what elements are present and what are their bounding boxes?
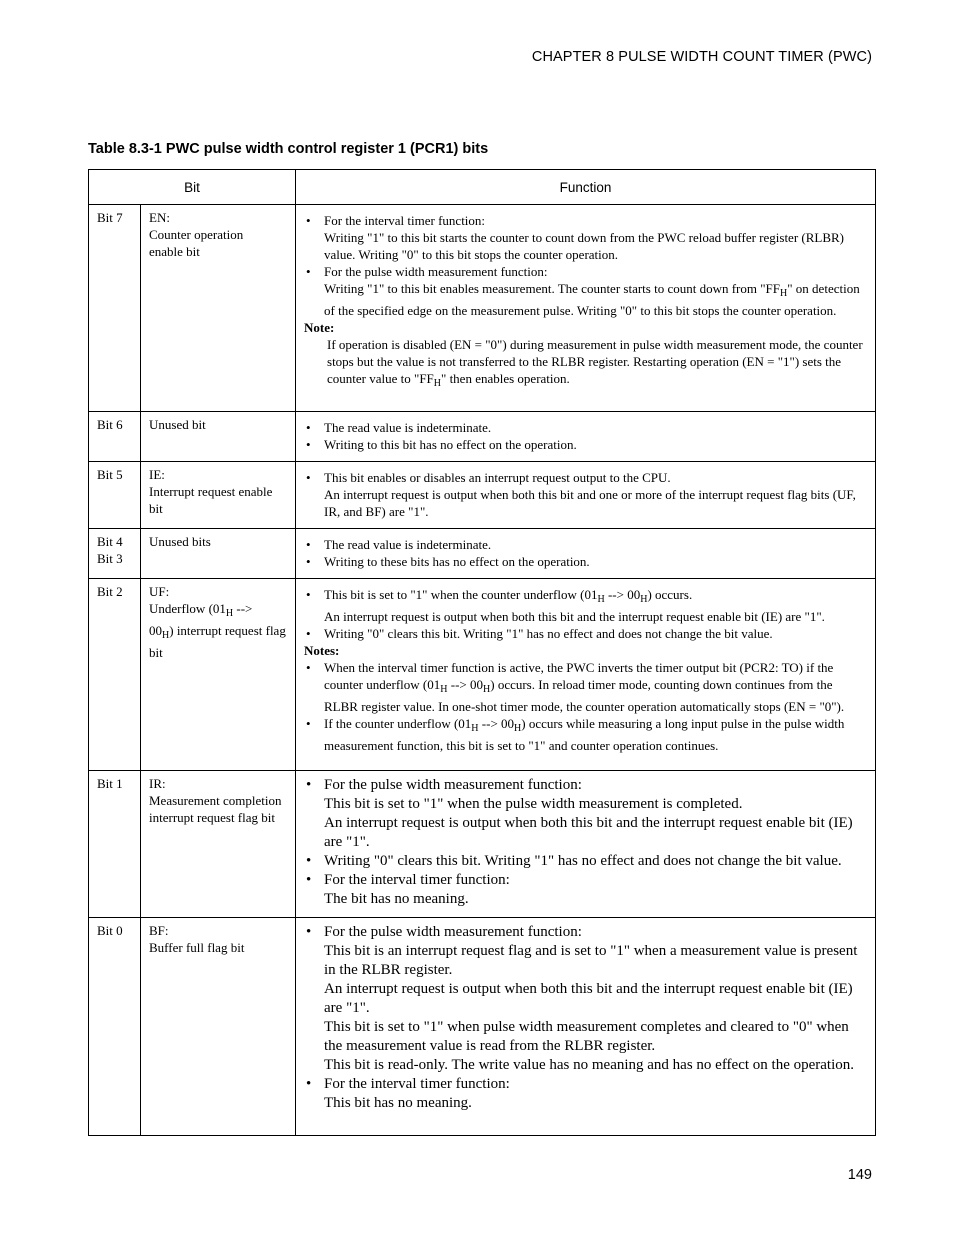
list-item: • Writing to these bits has no effect on the operation. — [324, 553, 867, 570]
bit-function — [296, 205, 876, 412]
list-item: • For the pulse width measurement function: This bit is set to "1" when the pulse width measurement is completed. An interrupt request is output when both this bit and the interrupt request enable bit (IE) are "1". — [324, 776, 867, 852]
bit-name: IE: Interrupt request enable bit — [141, 462, 296, 529]
pcr1-bits-table — [88, 169, 876, 1136]
table-row — [89, 529, 876, 579]
bit-function — [296, 462, 876, 529]
function-column-header: Function — [296, 170, 876, 205]
bit-function — [296, 918, 876, 1136]
list-item: • For the interval timer function: This bit has no meaning. — [324, 1075, 867, 1113]
list-item: • For the pulse width measurement function: This bit is an interrupt request flag and is set to "1" when a measurement value is present in the RLBR register. An interrupt request is output when both this bit and the interrupt request enable bit (IE) are "1". This bit is set to "1" when pulse width measurement completes and cleared to "0" when the measurement value is read from the RLBR register. This bit is read-only. The write value has no meaning and has no effect on the operation. — [324, 923, 867, 1075]
list-item: • If the counter underflow ($01_H$ --> $00_H$) occurs while measuring a long input pulse in the pulse width measurement function, this bit is set to "1" and counter operation continues. — [324, 715, 867, 754]
table-row — [89, 412, 876, 462]
list-item: • This bit is set to "1" when the counter underflow ($01_H$ --> $00_H$) occurs. An interrupt request is output when both this bit and the interrupt request enable bit (IE) are "1". — [324, 586, 867, 625]
table-row — [89, 462, 876, 529]
bit-name: IR: Measurement completion interrupt request flag bit — [141, 771, 296, 918]
note-label: Note: — [304, 320, 335, 335]
list-item: • Writing "0" clears this bit. Writing "1" has no effect and does not change the bit value. — [324, 852, 867, 871]
list-item: • For the interval timer function: Writing "1" to this bit starts the counter to count down from the PWC reload buffer register (RLBR) value. Writing "0" to this bit stops the counter operation. — [324, 212, 867, 263]
bit-name: Unused bits — [141, 529, 296, 579]
list-item: • Writing "0" clears this bit. Writing "1" has no effect and does not change the bit value. — [324, 625, 867, 642]
bit-number: Bit 5 — [89, 462, 141, 529]
note-text: If operation is disabled (EN = "0") during measurement in pulse width measurement mode, the counter stops but the value is not transferred to the RLBR register. Restarting operation (EN = "1") sets the counter value to "$FF_H$" then enables operation. — [327, 337, 863, 389]
bit-number: Bit 2 — [89, 579, 141, 771]
bit-number: Bit 6 — [89, 412, 141, 462]
list-item: • The read value is indeterminate. — [324, 419, 867, 436]
chapter-header: CHAPTER 8 PULSE WIDTH COUNT TIMER (PWC) — [531, 49, 872, 65]
bit-name: BF: Buffer full flag bit — [141, 918, 296, 1136]
bit-function — [296, 579, 876, 771]
bit-column-header: Bit — [89, 170, 296, 205]
table-row — [89, 205, 876, 412]
bit-function — [296, 771, 876, 918]
bit-number: Bit 4 Bit 3 — [89, 529, 141, 579]
table-row — [89, 918, 876, 1136]
table-row — [89, 771, 876, 918]
page-number: 149 — [847, 1167, 872, 1183]
list-item: • This bit enables or disables an interrupt request output to the CPU. An interrupt request is output when both this bit and one or more of the interrupt request flag bits (UF, IR, and BF) are "1". — [324, 469, 867, 520]
list-item: • For the interval timer function: The bit has no meaning. — [324, 871, 867, 909]
notes-label: Notes: — [304, 643, 340, 658]
list-item: • Writing to this bit has no effect on the operation. — [324, 436, 867, 453]
list-item: • The read value is indeterminate. — [324, 536, 867, 553]
bit-number: Bit 7 — [89, 205, 141, 412]
bit-number: Bit 0 — [89, 918, 141, 1136]
table-header-row — [89, 170, 876, 205]
bit-function — [296, 529, 876, 579]
bit-function — [296, 412, 876, 462]
table-caption: Table 8.3-1 PWC pulse width control register 1 (PCR1) bits — [88, 141, 489, 157]
bit-number: Bit 1 — [89, 771, 141, 918]
list-item: • When the interval timer function is active, the PWC inverts the timer output bit (PCR2: TO) if the counter underflow ($01_H$ --> $00_H$) occurs. In reload timer mode, counting down continues from the RLBR register value. In one-shot timer mode, the counter operation automatically stops (EN = "0"). — [324, 659, 867, 715]
table-row — [89, 579, 876, 771]
bit-name: UF: Underflow ($01_H$ --> $00_H$) interrupt request flag bit — [141, 579, 296, 771]
bit-name: EN: Counter operation enable bit — [141, 205, 296, 412]
list-item: • For the pulse width measurement function: Writing "1" to this bit enables measurement. The counter starts to count down from "$FF_H$" on detection of the specified edge on the measurement pulse. Writing "0" to this bit stops the counter operation. — [324, 263, 867, 319]
bit-name: Unused bit — [141, 412, 296, 462]
